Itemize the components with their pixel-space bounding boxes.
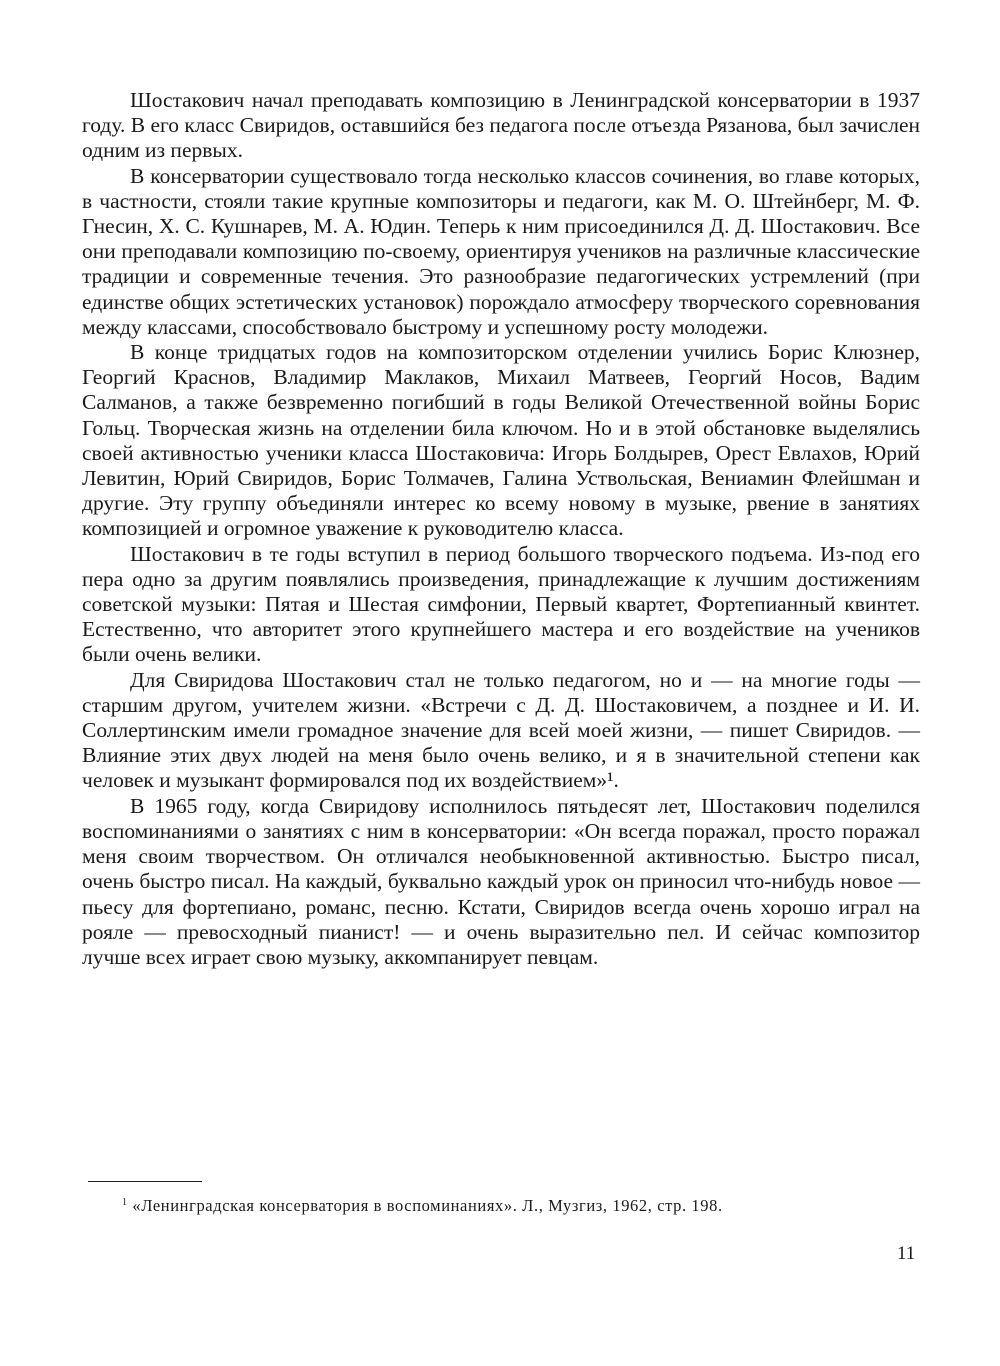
footnote-separator [88,1181,202,1182]
paragraph-4: Шостакович в те годы вступил в период большого творческого подъема. Из-под его пера одно за другим появлялись произведения, принадлежащие к лучшим достижениям советской музыки: Пятая и Шестая симфонии, Первый квартет, Фортепианный квинтет. Естественно, что авторитет этого крупнейшего мастера и его воздействие на учеников были очень велики. [82,541,920,667]
paragraph-2: В консерватории существовало тогда несколько классов сочинения, во главе которых, в частности, стояли такие крупные композиторы и педагоги, как М. О. Штейнберг, М. Ф. Гнесин, Х. С. Кушнарев, М. А. Юдин. Теперь к ним присоединился Д. Д. Шостакович. Все они преподавали композицию по-своему, ориентируя учеников на различные классические традиции и современные течения. Это разнообразие педагогических устремлений (при единстве общих эстетических установок) порождало атмосферу творческого соревнования между классами, способствовало быстрому и успешному росту молодежи. [82,163,920,339]
footnote-marker: 1 [122,1197,128,1208]
paragraph-1: Шостакович начал преподавать композицию в Ленинградской консерватории в 1937 году. В его класс Свиридов, оставшийся без педагога после отъезда Рязанова, был зачислен одним из первых. [82,88,920,163]
paragraph-5: Для Свиридова Шостакович стал не только педагогом, но и — на многие годы — старшим другом, учителем жизни. «Встречи с Д. Д. Шостаковичем, а позднее и И. И. Соллертинским имели громадное значение для всей моей жизни, — пишет Свиридов. — Влияние этих двух людей на меня было очень велико, и я в значительной степени как человек и музыкант формировался под их воздействием»¹. [82,667,920,793]
paragraph-6: В 1965 году, когда Свиридову исполнилось пятьдесят лет, Шостакович поделился воспоминаниями о занятиях с ним в консерватории: «Он всегда поражал, просто поражал меня своим творчеством. Он отличался необыкновенной активностью. Быстро писал, очень быстро писал. На каждый, буквально каждый урок он приносил что-нибудь новое — пьесу для фортепиано, романс, песню. Кстати, Свиридов всегда очень хорошо играл на рояле — превосходный пианист! — и очень выразительно пел. И сейчас композитор лучше всех играет свою музыку, аккомпанирует певцам. [82,793,920,969]
footnote [122,1193,922,1216]
main-text [82,88,920,970]
paragraph-3: В конце тридцатых годов на композиторском отделении учились Борис Клюзнер, Георгий Краснов, Владимир Маклаков, Михаил Матвеев, Георгий Носов, Вадим Салманов, а также безвременно погибший в годы Великой Отечественной войны Борис Гольц. Творческая жизнь на отделении била ключом. Но и в этой обстановке выделялись своей активностью ученики класса Шостаковича: Игорь Болдырев, Орест Евлахов, Юрий Левитин, Юрий Свиридов, Борис Толмачев, Галина Уствольская, Вениамин Флейшман и другие. Эту группу объединяли интерес ко всему новому в музыке, рвение в занятиях композицией и огромное уважение к руководителю класса. [82,340,920,541]
footnote-text: «Ленинградская консерватория в воспоминаниях». Л., Музгиз, 1962, стр. 198. [132,1196,723,1215]
page-number: 11 [897,1243,916,1264]
